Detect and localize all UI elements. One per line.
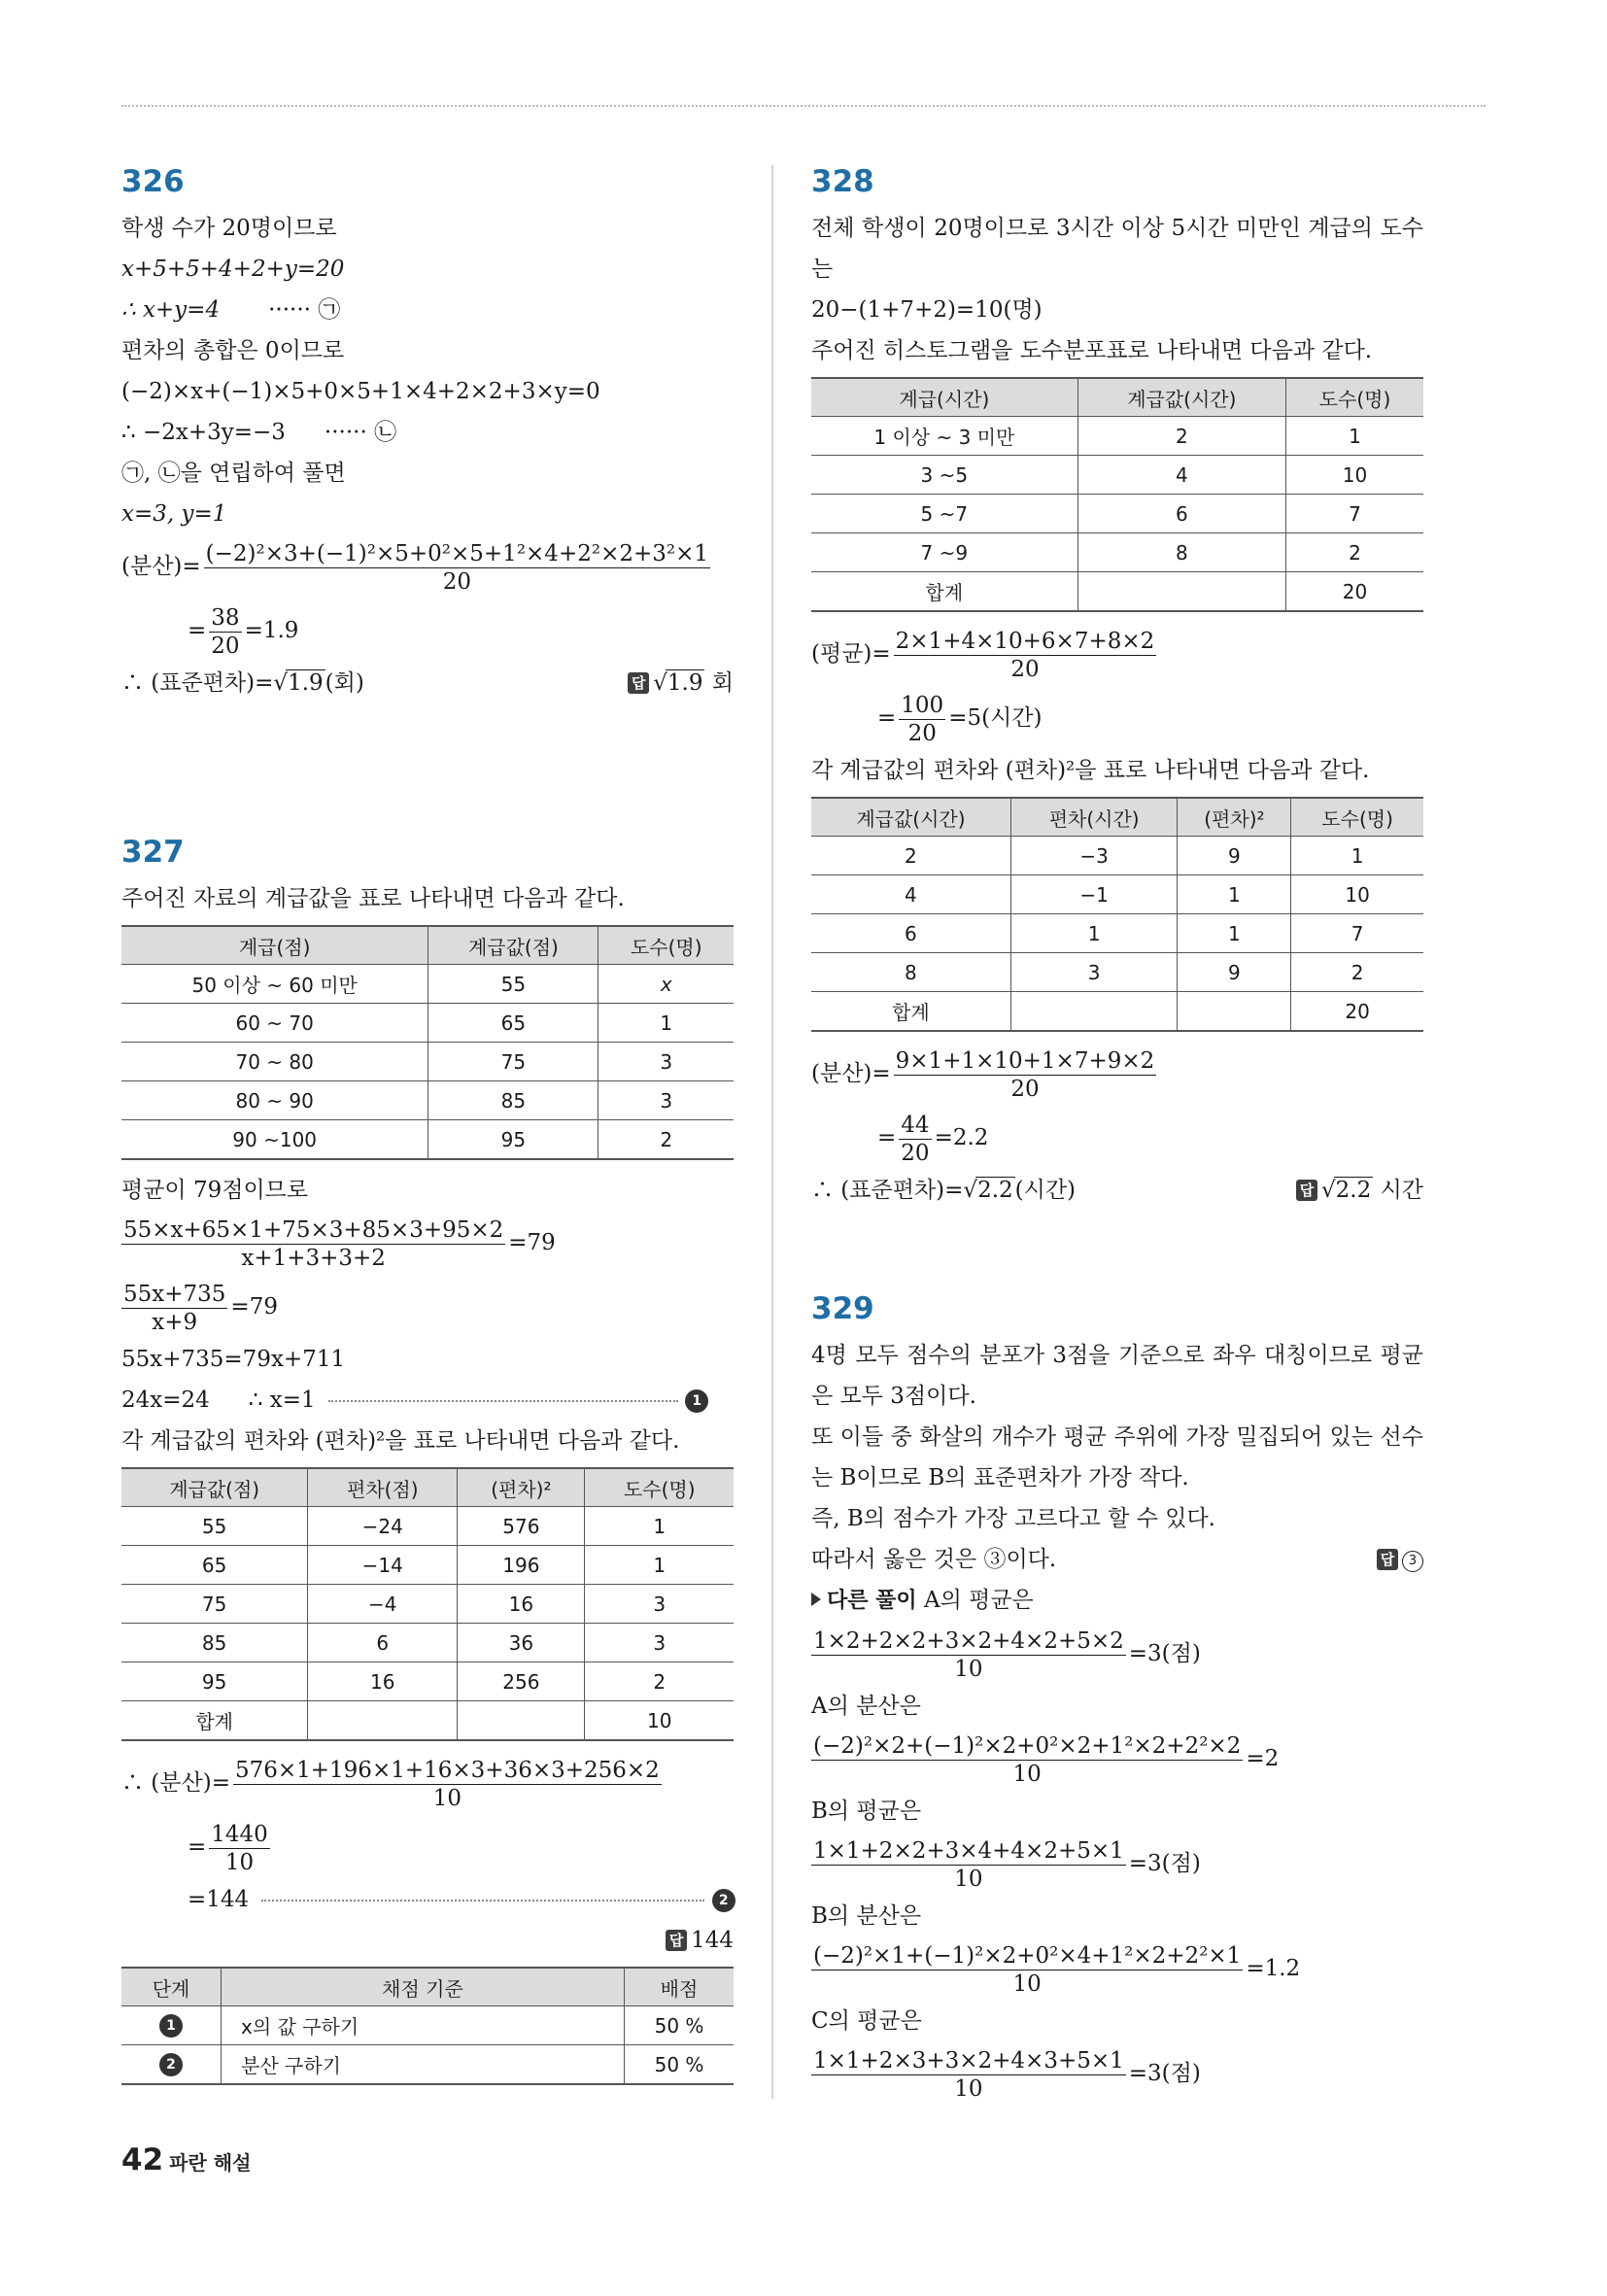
table-cell: −1	[1010, 875, 1178, 914]
table-cell: 10	[1285, 456, 1423, 495]
table-header-cell: 도수(명)	[585, 1468, 734, 1507]
step-marker-2: 2	[712, 1889, 735, 1912]
equation: x+5+5+4+2+y=20	[121, 257, 345, 282]
variance-result: = $\frac{44}{20}$ =2.2	[877, 1112, 989, 1166]
table-cell: 3	[585, 1624, 734, 1662]
table-row	[811, 572, 1423, 612]
table-cell: 75	[121, 1585, 308, 1624]
table-cell: 196	[458, 1546, 585, 1585]
table-header-cell: 채점 기준	[222, 1968, 625, 2006]
table-row	[121, 1004, 734, 1043]
step-marker-1: 1	[685, 1389, 708, 1413]
mean-formula: $\frac{55\times x+65\times 1+75\times 3+85\times 3+95\times 2}{x+1+3+3+2}$ =79	[123, 1217, 556, 1271]
table-cell	[1010, 992, 1178, 1032]
page-footer	[121, 2142, 251, 2177]
problem-number: 328	[811, 164, 874, 199]
variance-step: = $\frac{1440}{10}$	[188, 1821, 268, 1875]
table-cell: 1 이상 ~ 3 미만	[811, 417, 1077, 456]
variance-formula: ∴ (분산)= $\frac{576\times 1+196\times 1+16\times 3+36\times 3+256\times 2}{10}$	[121, 1757, 660, 1811]
table-header-cell: 단계	[121, 1968, 222, 2006]
table-cell: 3	[598, 1043, 734, 1081]
table-cell: 50 이상 ~ 60 미만	[121, 965, 428, 1004]
table-cell: 6	[811, 914, 1010, 953]
table-cell	[308, 1701, 458, 1741]
table-cell: 85	[121, 1624, 308, 1662]
table-cell: 3	[1010, 953, 1178, 992]
table-cell: 8	[811, 953, 1010, 992]
text-line: 주어진 히스토그램을 도수분포표로 나타내면 다음과 같다.	[811, 338, 1373, 363]
mean-result: = $\frac{100}{20}$ =5(시간)	[877, 692, 1043, 746]
table-cell: 50 %	[625, 2006, 735, 2045]
table-cell: 90 ~100	[121, 1120, 428, 1160]
table-cell: 70 ~ 80	[121, 1043, 428, 1081]
table-header-cell: 계급값(점)	[428, 926, 598, 965]
problem-326	[121, 155, 734, 826]
table-cell	[1077, 572, 1285, 612]
table-header-cell: 편차(점)	[308, 1468, 458, 1507]
table-cell: 6	[1077, 495, 1285, 533]
table-cell: −4	[308, 1585, 458, 1624]
table-header-cell: 도수(명)	[1285, 378, 1423, 417]
variance-result: =144 2	[121, 1879, 734, 1920]
answer: 답 √1.9 회	[628, 663, 734, 703]
table-cell: 10	[1291, 875, 1423, 914]
text-line: 각 계급값의 편차와 (편차)²을 표로 나타내면 다음과 같다.	[811, 758, 1370, 783]
answer: 답 3	[1377, 1539, 1423, 1580]
table-header-cell: (편차)²	[1178, 798, 1291, 837]
table-cell: 1	[585, 1546, 734, 1585]
equation: 55x+735=79x+711	[121, 1347, 346, 1372]
table-cell: 95	[121, 1662, 308, 1701]
table-cell: 1	[1285, 417, 1423, 456]
table-row	[121, 1546, 734, 1585]
table-header-cell: 계급값(시간)	[1077, 378, 1285, 417]
table-row	[811, 837, 1423, 875]
table-row	[811, 953, 1423, 992]
text-line: 학생 수가 20명이므로	[121, 216, 337, 241]
table-cell: −14	[308, 1546, 458, 1585]
table-row	[811, 533, 1423, 572]
table-row	[811, 495, 1423, 533]
text-line: B의 평균은	[811, 1799, 922, 1824]
table-cell: 55	[428, 965, 598, 1004]
text-line: 4명 모두 점수의 분포가 3점을 기준으로 좌우 대칭이므로 평균은 모두 3점이다.	[811, 1343, 1423, 1409]
table-cell: 7	[1291, 914, 1423, 953]
table-cell: 5 ~7	[811, 495, 1077, 533]
problem-327	[121, 826, 734, 2085]
a-variance-formula: $\frac{\text{(−2)²×2+(−1)²×2+0²×2+1²×2+2²×2}}{10}$ =2	[813, 1732, 1280, 1787]
text-line: 또 이들 중 화살의 개수가 평균 주위에 가장 밀집되어 있는 선수는 B이므로 B의 표준편차가 가장 작다.	[811, 1424, 1423, 1491]
a-mean-formula: $\frac{1\times 2+2\times 2+3\times 2+4\times 2+5\times 2}{10}$ =3(점)	[813, 1628, 1201, 1682]
problem-328	[811, 155, 1423, 1283]
table-row	[121, 1081, 734, 1120]
text-line: A의 분산은	[811, 1694, 921, 1719]
top-dotted-rule	[121, 105, 1486, 107]
text-line: 주어진 자료의 계급값을 표로 나타내면 다음과 같다.	[121, 886, 625, 911]
mean-formula: (평균)= $\frac{2\times 1+4\times 10+6\times 7+8\times 2}{20}$	[811, 628, 1155, 682]
page-number: 42	[121, 2142, 164, 2177]
table-cell: −3	[1010, 837, 1178, 875]
text-line: 전체 학생이 20명이므로 3시간 이상 5시간 미만인 계급의 도수는	[811, 216, 1423, 282]
table-header-cell: 계급값(시간)	[811, 798, 1010, 837]
table-cell: 10	[585, 1701, 734, 1741]
table-cell: 1	[1291, 837, 1423, 875]
deviation-table	[121, 1467, 734, 1741]
table-cell: 2	[1285, 533, 1423, 572]
variance-result: = $\frac{38}{20}$ =1.9	[188, 604, 299, 659]
table-cell: 3 ~5	[811, 456, 1077, 495]
table-row	[121, 1701, 734, 1741]
table-cell: 80 ~ 90	[121, 1081, 428, 1120]
table-cell: 55	[121, 1507, 308, 1546]
right-column	[811, 155, 1423, 2106]
table-row	[121, 1120, 734, 1160]
table-cell: 1	[121, 2006, 222, 2045]
table-row	[121, 1662, 734, 1701]
text-line: C의 평균은	[811, 2008, 922, 2034]
table-cell: 65	[428, 1004, 598, 1043]
std-dev-line: ∴ (표준편차)=√1.9(회) 답 √1.9 회	[121, 663, 734, 703]
problem-number: 326	[121, 164, 185, 199]
table-cell: 1	[1178, 914, 1291, 953]
text-line: 즉, B의 점수가 가장 고르다고 할 수 있다.	[811, 1506, 1215, 1531]
text-line: 편차의 총합은 0이므로	[121, 338, 345, 363]
left-column	[121, 155, 734, 2095]
b-variance-formula: $\frac{\text{(−2)²×1+(−1)²×2+0²×4+1²×2+2²×1}}{10}$ =1.2	[813, 1942, 1301, 1997]
table-row	[811, 417, 1423, 456]
table-cell: 3	[598, 1081, 734, 1120]
mean-formula: $\frac{55x+735}{x+9}$ =79	[123, 1281, 278, 1335]
variance-formula: (분산)= $\frac{\text{(−2)²×3+(−1)²×5+0²×5+1²×4+2²×2+3²×1}}{20}$	[121, 540, 708, 595]
table-row	[121, 1585, 734, 1624]
equation: x=3, y=1	[121, 501, 227, 527]
table-row	[121, 1507, 734, 1546]
b-mean-formula: $\frac{1\times 1+2\times 2+3\times 4+4\times 2+5\times 1}{10}$ =3(점)	[813, 1837, 1201, 1892]
table-row	[121, 2045, 734, 2085]
table-cell: 2	[1077, 417, 1285, 456]
text-line: ㉠, ㉡을 연립하여 풀면	[121, 461, 346, 486]
text-line: 따라서 옳은 것은 ③이다. 답 3	[811, 1539, 1423, 1580]
table-cell: 2	[598, 1120, 734, 1160]
table-row	[811, 914, 1423, 953]
table-header-cell: 계급값(점)	[121, 1468, 308, 1507]
table-row	[811, 992, 1423, 1032]
equation: ∴ x+y=4 ······ ㉠	[121, 297, 341, 323]
table-cell: 3	[585, 1585, 734, 1624]
table-cell: 2	[585, 1662, 734, 1701]
equation: ∴ −2x+3y=−3 ······ ㉡	[121, 420, 397, 445]
deviation-table	[811, 797, 1423, 1032]
table-header-cell: 계급(시간)	[811, 378, 1077, 417]
scoring-rubric-table	[121, 1967, 734, 2085]
table-cell	[458, 1701, 585, 1741]
table-cell: −24	[308, 1507, 458, 1546]
table-cell: 1	[1010, 914, 1178, 953]
column-divider	[771, 165, 773, 2099]
table-cell	[1178, 992, 1291, 1032]
table-cell: 6	[308, 1624, 458, 1662]
c-mean-formula: $\frac{1\times 1+2\times 3+3\times 2+4\times 3+5\times 1}{10}$ =3(점)	[813, 2047, 1201, 2102]
arrow-icon	[811, 1593, 821, 1606]
table-cell: 합계	[121, 1701, 308, 1741]
table-header-cell: (편차)²	[458, 1468, 585, 1507]
frequency-table	[811, 377, 1423, 612]
table-cell: 1	[598, 1004, 734, 1043]
table-cell: 16	[308, 1662, 458, 1701]
table-cell: 7 ~9	[811, 533, 1077, 572]
table-header-cell: 계급(점)	[121, 926, 428, 965]
table-cell: 95	[428, 1120, 598, 1160]
table-cell: x의 값 구하기	[222, 2006, 625, 2045]
equation: 20−(1+7+2)=10(명)	[811, 297, 1043, 323]
table-cell: 75	[428, 1043, 598, 1081]
problem-329	[811, 1283, 1423, 2106]
table-cell: 20	[1285, 572, 1423, 612]
table-cell: 65	[121, 1546, 308, 1585]
table-cell: 7	[1285, 495, 1423, 533]
table-cell: 분산 구하기	[222, 2045, 625, 2085]
table-cell: 20	[1291, 992, 1423, 1032]
alternative-solution: 다른 풀이 A의 평균은	[811, 1580, 1423, 1622]
table-row	[811, 456, 1423, 495]
equation: (−2)×x+(−1)×5+0×5+1×4+2×2+3×y=0	[121, 379, 600, 404]
table-cell: 60 ~ 70	[121, 1004, 428, 1043]
table-cell: 9	[1178, 953, 1291, 992]
table-cell: x	[598, 965, 734, 1004]
table-cell: 4	[1077, 456, 1285, 495]
std-dev-line: ∴ (표준편차)=√2.2(시간) 답 √2.2 시간	[811, 1170, 1423, 1211]
class-value-table	[121, 925, 734, 1160]
table-header-cell: 편차(시간)	[1010, 798, 1178, 837]
footer-label: 파란 해설	[169, 2151, 252, 2175]
table-cell: 9	[1178, 837, 1291, 875]
table-cell: 1	[585, 1507, 734, 1546]
table-row	[121, 2006, 734, 2045]
table-row	[121, 1043, 734, 1081]
table-header-cell: 도수(명)	[1291, 798, 1423, 837]
table-header-cell: 도수(명)	[598, 926, 734, 965]
table-cell: 576	[458, 1507, 585, 1546]
table-cell: 8	[1077, 533, 1285, 572]
problem-number: 329	[811, 1291, 874, 1326]
table-cell: 2	[121, 2045, 222, 2085]
text-line: 평균이 79점이므로	[121, 1178, 309, 1203]
table-header-cell: 배점	[625, 1968, 735, 2006]
answer: 답 √2.2 시간	[1296, 1170, 1423, 1211]
problem-number: 327	[121, 835, 185, 870]
table-row	[121, 965, 734, 1004]
text-line: B의 분산은	[811, 1903, 922, 1929]
variance-formula: (분산)= $\frac{9\times 1+1\times 10+1\times 7+9\times 2}{20}$	[811, 1047, 1155, 1102]
table-cell: 2	[1291, 953, 1423, 992]
table-cell: 1	[1178, 875, 1291, 914]
table-row	[121, 1624, 734, 1662]
table-cell: 4	[811, 875, 1010, 914]
table-cell: 합계	[811, 572, 1077, 612]
table-row	[811, 875, 1423, 914]
table-cell: 합계	[811, 992, 1010, 1032]
text-line: 각 계급값의 편차와 (편차)²을 표로 나타내면 다음과 같다.	[121, 1428, 680, 1454]
answer: 답 144	[121, 1920, 734, 1961]
table-cell: 50 %	[625, 2045, 735, 2085]
equation: 24x=24 ∴ x=1 1	[121, 1380, 734, 1421]
table-cell: 2	[811, 837, 1010, 875]
table-cell: 16	[458, 1585, 585, 1624]
table-cell: 36	[458, 1624, 585, 1662]
table-cell: 256	[458, 1662, 585, 1701]
table-cell: 85	[428, 1081, 598, 1120]
